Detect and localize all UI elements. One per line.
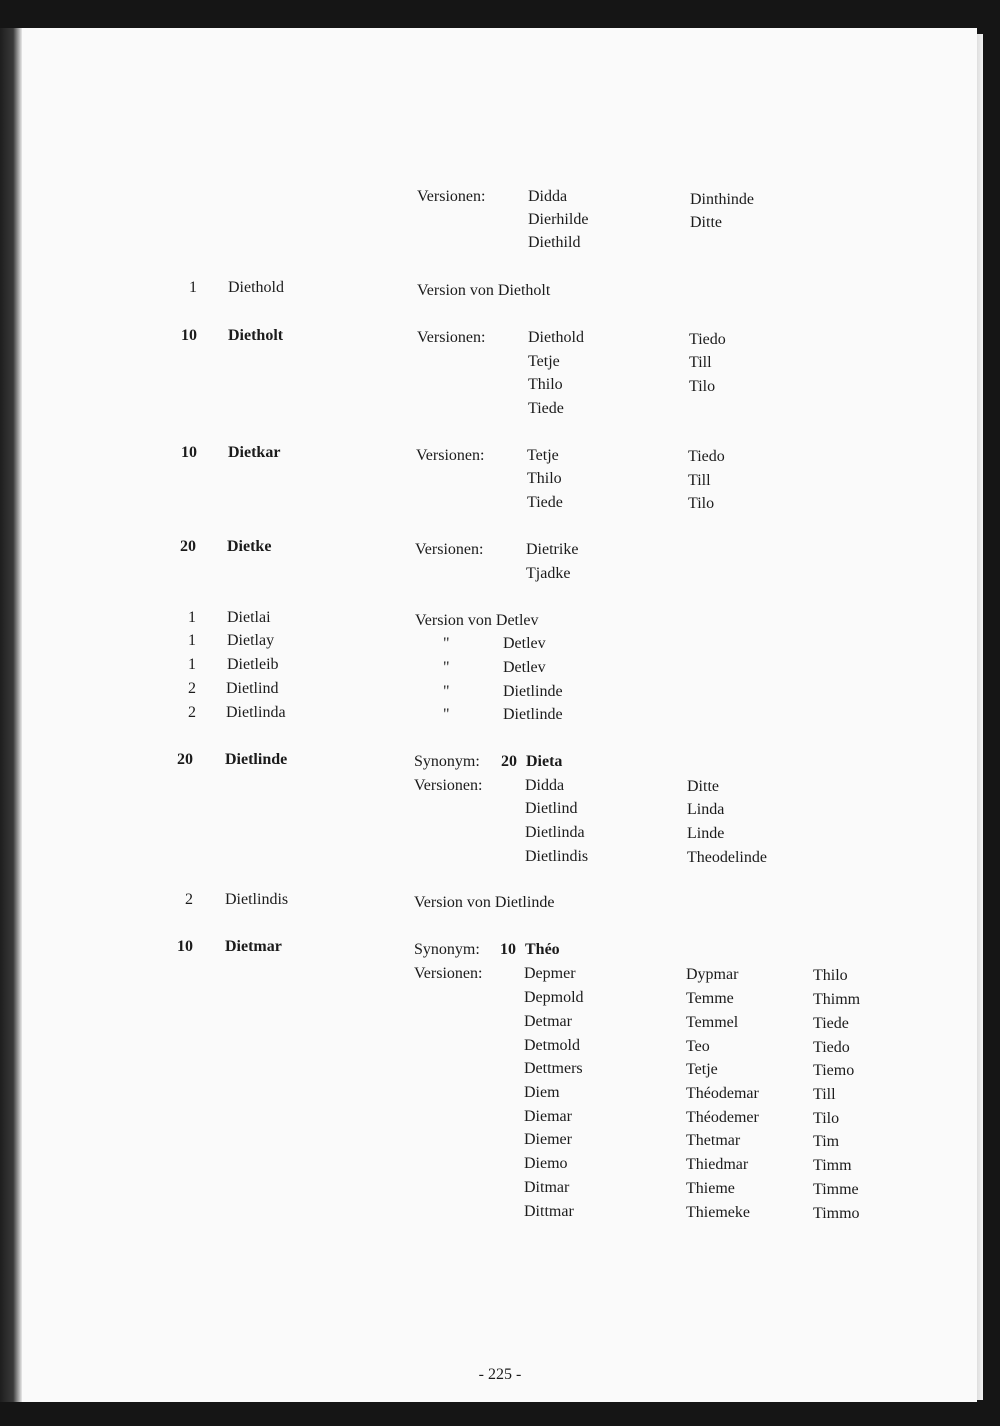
entry-number: 20 xyxy=(177,751,193,768)
version-name: Timme xyxy=(813,1181,859,1198)
version-name: Dietrike xyxy=(526,541,579,558)
version-name: Tetje xyxy=(528,353,560,370)
entry-number: 20 xyxy=(180,538,196,555)
version-target: Detlev xyxy=(503,659,546,676)
entry-name: Dietlind xyxy=(226,680,279,697)
version-name: Thiedmar xyxy=(686,1156,749,1173)
version-name: Temme xyxy=(686,990,734,1007)
entry-number: 10 xyxy=(181,327,197,344)
version-name: Till xyxy=(813,1086,836,1103)
versionen-label: Versionen: xyxy=(414,777,483,794)
version-name: Depmer xyxy=(524,965,576,982)
version-name: Tim xyxy=(813,1133,840,1150)
version-name: Dettmers xyxy=(524,1060,583,1077)
version-name: Theodelinde xyxy=(687,849,767,866)
version-name: Timm xyxy=(813,1157,852,1174)
version-name: Diem xyxy=(524,1084,560,1101)
entry-number: 10 xyxy=(177,938,193,955)
version-name: Tetje xyxy=(686,1061,718,1078)
version-name: Tiede xyxy=(813,1015,849,1032)
version-note: Version von Dietholt xyxy=(417,282,551,299)
version-name: Timmo xyxy=(813,1205,860,1222)
version-name: Didda xyxy=(525,777,565,794)
version-name: Dierhilde xyxy=(528,211,589,228)
entry-name: Dietlai xyxy=(227,609,271,626)
versionen-label: Versionen: xyxy=(414,965,483,982)
entry-name: Dietlinde xyxy=(225,751,288,768)
synonym-name: Théo xyxy=(525,941,560,958)
entry-number: 1 xyxy=(189,279,197,296)
version-name: Dietlinda xyxy=(525,824,585,841)
version-name: Thilo xyxy=(528,376,563,393)
entry-name: Dietleib xyxy=(227,656,279,673)
version-name: Thimm xyxy=(813,991,861,1008)
book-spine-shadow xyxy=(0,28,22,1402)
page-number: - 225 - xyxy=(478,1366,522,1383)
version-name: Dittmar xyxy=(524,1203,574,1220)
version-name: Tetje xyxy=(527,447,559,464)
version-name: Temmel xyxy=(686,1014,739,1031)
ditto-mark: " xyxy=(443,683,450,700)
synonym-label: Synonym: xyxy=(414,753,480,770)
version-note: Version von Dietlinde xyxy=(414,894,555,911)
versionen-label: Versionen: xyxy=(417,329,486,346)
version-name: Depmold xyxy=(524,989,584,1006)
entry-name: Dietlindis xyxy=(225,891,289,908)
version-name: Thilo xyxy=(527,470,562,487)
version-name: Dietlind xyxy=(525,800,578,817)
entry-number: 1 xyxy=(188,632,196,649)
version-name: Ditmar xyxy=(524,1179,570,1196)
version-name: Linde xyxy=(687,825,725,842)
version-name: Tilo xyxy=(689,378,716,395)
version-name: Thieme xyxy=(686,1180,735,1197)
version-name: Dietlindis xyxy=(525,848,589,865)
versionen-label: Versionen: xyxy=(416,447,485,464)
entry-number: 10 xyxy=(181,444,197,461)
synonym-name: Dieta xyxy=(526,753,563,770)
entry-name: Dietlinda xyxy=(226,704,286,721)
version-name: Diethold xyxy=(528,329,584,346)
entry-number: 1 xyxy=(188,609,196,626)
version-name: Théodemar xyxy=(686,1085,759,1102)
version-name: Thilo xyxy=(813,967,848,984)
entry-number: 1 xyxy=(188,656,196,673)
version-name: Tiedo xyxy=(813,1039,850,1056)
entry-name: Diethold xyxy=(228,279,284,296)
version-name: Dypmar xyxy=(686,966,739,983)
entry-name: Dietholt xyxy=(228,327,284,344)
synonym-number: 10 xyxy=(500,941,516,958)
version-name: Detmold xyxy=(524,1037,580,1054)
version-name: Diemar xyxy=(524,1108,572,1125)
version-name: Didda xyxy=(528,188,568,205)
version-name: Thiemeke xyxy=(686,1204,750,1221)
version-name: Tiede xyxy=(528,400,564,417)
version-name: Till xyxy=(688,472,711,489)
synonym-label: Synonym: xyxy=(414,941,480,958)
version-name: Teo xyxy=(686,1038,710,1055)
entry-name: Dietkar xyxy=(228,444,281,461)
version-name: Tilo xyxy=(813,1110,840,1127)
version-name: Detmar xyxy=(524,1013,572,1030)
version-name: Tiede xyxy=(527,494,563,511)
version-note: Version von Detlev xyxy=(415,612,539,629)
ditto-mark: " xyxy=(443,659,450,676)
synonym-number: 20 xyxy=(501,753,517,770)
version-name: Ditte xyxy=(690,214,722,231)
versionen-label: Versionen: xyxy=(417,188,486,205)
version-name: Diemer xyxy=(524,1131,572,1148)
version-name: Linda xyxy=(687,801,725,818)
entry-name: Dietmar xyxy=(225,938,282,955)
entry-number: 2 xyxy=(188,704,196,721)
version-name: Tiedo xyxy=(689,331,726,348)
version-name: Diemo xyxy=(524,1155,568,1172)
ditto-mark: " xyxy=(443,635,450,652)
version-target: Dietlinde xyxy=(503,706,563,723)
entry-name: Dietke xyxy=(227,538,272,555)
version-name: Dinthinde xyxy=(690,191,754,208)
version-target: Dietlinde xyxy=(503,683,563,700)
ditto-mark: " xyxy=(443,706,450,723)
version-name: Diethild xyxy=(528,234,581,251)
version-name: Théodemer xyxy=(686,1109,759,1126)
version-name: Tiedo xyxy=(688,448,725,465)
version-target: Detlev xyxy=(503,635,546,652)
version-name: Thetmar xyxy=(686,1132,741,1149)
versionen-label: Versionen: xyxy=(415,541,484,558)
version-name: Tiemo xyxy=(813,1062,855,1079)
entry-name: Dietlay xyxy=(227,632,275,649)
version-name: Tjadke xyxy=(526,565,571,582)
version-name: Tilo xyxy=(688,495,715,512)
entry-number: 2 xyxy=(188,680,196,697)
version-name: Till xyxy=(689,354,712,371)
version-name: Ditte xyxy=(687,778,719,795)
entry-number: 2 xyxy=(185,891,193,908)
